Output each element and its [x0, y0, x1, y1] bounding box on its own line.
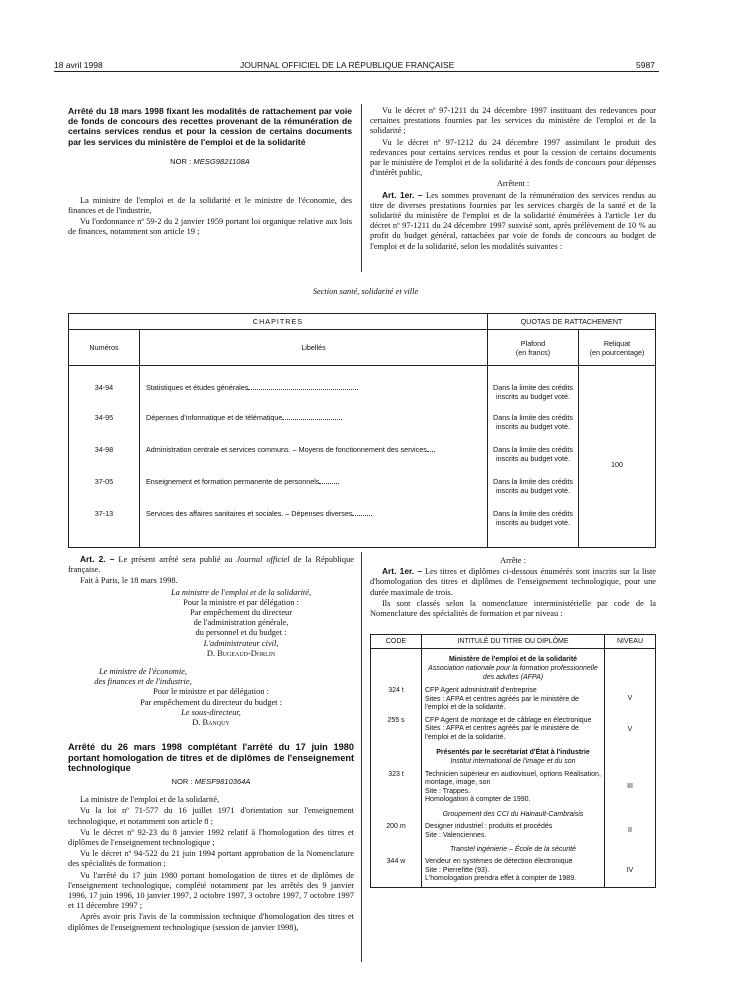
arrete1-arretent: Arrêtent : — [496, 179, 530, 189]
arrete2-art1-label: Art. 1er. – — [382, 566, 422, 577]
fait-a-paris: Fait à Paris, le 18 mars 1998. — [80, 576, 178, 586]
group-industrie: Présentés par le secrétariat d'État à l'industrie — [436, 748, 590, 756]
column-divider-top — [361, 104, 362, 272]
arrete2-para-1: La ministre de l'emploi et de la solidarité, — [80, 795, 220, 805]
table-row: 255 s CFP Agent de montage et de câblage en électronique Sites : AFPA et centres agréés par le ministère de l'emploi et de la solidarité. V — [371, 715, 656, 745]
arrete1-title: Arrêté du 18 mars 1998 fixant les modalités de rattachement par voie de fonds de concours des recettes provenant de la rémunération de certains services rendus et pour la cession de certains documents par les services du ministère de l'emploi et de la solidarité — [68, 106, 352, 147]
table-row: 324 t CFP Agent administratif d'entreprise Sites : AFPA et centres agréés par le ministère de l'emploi et de la solidarité. V — [371, 683, 656, 715]
th-niveau: NIVEAU — [616, 638, 644, 645]
arrete2-title: Arrêté du 26 mars 1998 complétant l'arrêté du 17 juin 1980 portant homologation de titres et de diplômes de l'enseignement technologique — [68, 742, 354, 774]
reliquat-value: 100 — [611, 459, 623, 469]
signature-2-title: Le ministre de l'économie, des finances et de l'industrie, — [94, 667, 192, 687]
th-intitule: INTITULÉ DU TITRE OU DIPLÔME — [422, 635, 605, 649]
header-journal: JOURNAL OFFICIEL DE LA RÉPUBLIQUE FRANÇAISE — [240, 60, 455, 70]
table-row: 34-98 Administration centrale et services communs. – Moyens de fonctionnement des services Dans la limite des crédits inscrits au budget voté. — [69, 444, 656, 476]
th-code: CODE — [371, 635, 422, 649]
table-row: 323 t Technicien supérieur en audiovisuel, options Réalisation, montage, image, son Site : Trappes. Homologation à compter de 1990. III — [371, 767, 656, 807]
table-row: 200 m Designer industriel : produits et procédés Site : Valenciennes. II — [371, 819, 656, 842]
arrete1-para-2: Vu l'ordonnance nº 59-2 du 2 janvier 1959 portant loi organique relative aux lois de finances, notamment son article 19 ; — [68, 217, 352, 237]
th-numeros: Numéros — [69, 330, 140, 366]
th-quotas: QUOTAS DE RATTACHEMENT — [520, 317, 623, 326]
arrete1-para-1: La ministre de l'emploi et de la solidarité et le ministre de l'économie, des finances et de l'industrie, — [68, 195, 352, 216]
table-row: 344 w Vendeur en systèmes de détection électronique Site : Pierrefitte (93). L'homologation prendra effet à compter de 1989. IV — [371, 854, 656, 887]
arrete1-art1-text: Les sommes provenant de la rémunération des services rendus au titre de diverses prestations fournies par les services chargés de la santé et de la solidarité du ministère de l'emploi et de la solidarité énumérées à l'article 1er du décret nº 97-1211 du 24 décembre 1997 susvisé sont, après prélèvement de 10 % au profit du budget général, rattachées par voie de fonds de concours au budget de l'emploi et de la solidarité, selon les modalités suivantes : — [370, 190, 656, 251]
arrete2-para-6: Après avoir pris l'avis de la commission technique d'homologation des titres et diplômes de l'enseignement technologique (session de janvier 1998), — [68, 912, 354, 932]
section-title: Section santé, solidarité et ville — [312, 287, 419, 296]
arrete1-para-4: Vu le décret nº 97-1212 du 24 décembre 1997 assimilant le produit des redevances pour certains services rendus et pour la cession de certains documents par le ministère de l'emploi et de la solidarité à des fonds de concours pour dépenses d'intérêt public, — [370, 137, 656, 178]
art2-label: Art. 2. – — [80, 554, 115, 564]
homologation-table: CODE INTITULÉ DU TITRE OU DIPLÔME NIVEAU Ministère de l'emploi et de la solidarité Association nationale pour la formation professionnelle des adultes (AFPA) 324 t CFP Agent administratif d'entreprise Sites : AFPA et centres agréés par le ministère de l'emploi et de la solidarité. V 255 s CFP Agent de montage et de câblage en électronique Sites : AFPA et centres agréés par le ministère de l'emploi et de la solidarité. V Présentés par le secrétariat d'État à l'industrie Institut international de l'image et du son 323 t Technicien supérieur en audiovisuel, options Réalisation, montage, image, son Site : Trappes. Homologation à compter de 1990. III Groupement des CCI du Hainault-Cambraisis 200 m Designer industriel : produits et procédés Site : Valenciennes. II Transtel ingénierie – École de la sécurité 344 w Vendeur en systèmes de détection électronique Site : Pierrefitte (93). L'homologation prendra effet à compter de 1989. IV — [370, 634, 656, 888]
th-plafond: Plafond (en francs) — [488, 330, 579, 366]
arrete2-para-2: Vu la loi nº 71-577 du 16 juillet 1971 d'orientation sur l'enseignement technologique, et notamment son article 8 ; — [68, 806, 354, 826]
table-row: 34-95 Dépenses d'informatique et de télématique Dans la limite des crédits inscrits au budget voté. — [69, 412, 656, 444]
arrete2-nor: NOR : MESF9810364A — [171, 777, 251, 787]
signature-1: La ministre de l'emploi et de la solidarité, Pour la ministre et par délégation : Par empêchement du directeur de l'administration générale, du personnel et du budget : L'administrateur civil, D. Bugeaud-Dorlin — [170, 587, 312, 658]
header-page-number: 5987 — [636, 60, 655, 70]
arrete2-para-4: Vu le décret nº 94-522 du 21 juin 1994 portant approbation de la Nomenclature des spécialités de formation ; — [68, 849, 354, 869]
table-row: 37-13 Services des affaires sanitaires et sociales. – Dépenses diverses Dans la limite des crédits inscrits au budget voté. — [69, 508, 656, 548]
arrete1-right — [370, 106, 656, 253]
arrete2-right: Arrête : Art. 1er. – Les titres et diplômes ci-dessous énumérés sont inscrits sur la liste d'homologation des titres et diplômes de l'enseignement technologique, pour une durée maximale de trois. Ils sont classés selon la nomenclature interministérielle par code de la Nomenclature des spécialités de formation et par niveau : — [370, 556, 656, 619]
arrete2-para-7: Ils sont classés selon la nomenclature interministérielle par code de la Nomenclature des spécialités de formation et par niveau : — [370, 598, 656, 619]
chapitres-table — [68, 313, 656, 548]
column-divider-bottom — [361, 552, 362, 962]
arrete2-para-3: Vu le décret nº 92-23 du 8 janvier 1992 relatif à l'homologation des titres et diplômes de l'enseignement technologique ; — [68, 827, 354, 848]
header-rule — [54, 71, 659, 72]
arrete1-art1-label: Art. 1er. – — [382, 189, 423, 200]
arrete2-arrete: Arrête : — [500, 556, 526, 565]
arrete1-para-3: Vu le décret nº 97-1211 du 24 décembre 1997 instituant des redevances pour certaines prestations fournies par les services du ministère de l'emploi et de la solidarité ; — [370, 106, 656, 136]
th-reliquat: Reliquat (en pourcentage) — [589, 338, 645, 357]
table-row: 37-05 Enseignement et formation permanente de personnels Dans la limite des crédits inscrits au budget voté. — [69, 476, 656, 508]
arrete1-nor: NOR : MESG9821108A — [170, 156, 250, 166]
th-libelles: Libellés — [140, 330, 488, 366]
signature-2: Pour le ministre et par délégation : Par empêchement du directeur du budget : Le sous-directeur, D. Banquy — [140, 687, 282, 728]
group-transtel: Transtel ingénierie – École de la sécurité — [450, 846, 576, 854]
arrete1-left — [68, 106, 352, 239]
table-row: 34-94 Statistiques et études générales Dans la limite des crédits inscrits au budget voté. 100 — [69, 382, 656, 412]
arrete2-para-5: Vu l'arrêté du 17 juin 1980 portant homologation de titres et de diplômes de l'enseignement technologique, complété notamment par les arrêtés des 9 janvier 1996, 17 juin 1996, 10 janvier 1997, 2 octobre 1997, 3 octobre 1997, 7 octobre 1997 et 11 décembre 1997 ; — [68, 870, 354, 911]
th-chapitres: CHAPITRES — [69, 314, 488, 330]
group-cci: Groupement des CCI du Hainault-Cambraisis — [442, 810, 584, 818]
art2-block: Art. 2. – Le présent arrêté sera publié au Journal officiel de la République française. Fait à Paris, le 18 mars 1998. La ministre de l'emploi et de la solidarité, Pour la ministre et par délégation : Par empêchement du directeur de l'administration générale, du personnel et du budget : L'administrateur civil, D. Bugeaud-Dorlin Le ministre de l'économie, des finances et de l'industrie, Pour le ministre et par délégation : Par empêchement du directeur du budget : Le sous-directeur, D. Banquy Arrêté du 26 mars 1998 complétant l'arrêté du 17 juin 1980 portant homologation de titres et de diplômes de l'enseignement technologique NOR : MESF9810364A La ministre de l'emploi et de la solidarité, Vu la loi nº 71-577 du 16 juillet 1971 d'orientation sur l'enseignement technologique, et notamment son article 8 ; Vu le décret nº 92-23 du 8 janvier 1992 relatif à l'homologation des titres et diplômes de l'enseignement technologique ; Vu le décret nº 94-522 du 21 juin 1994 portant approbation de la Nomenclature des spécialités de formation ; Vu l'arrêté du 17 juin 1980 portant homologation de titres et de diplômes de l'enseignement technologique, complété notamment par les arrêtés des 9 janvier 1996, 17 juin 1996, 10 janvier 1997, 2 octobre 1997, 3 octobre 1997, 7 octobre 1997 et 11 décembre 1997 ; Après avoir pris l'avis de la commission technique d'homologation des titres et diplômes de l'enseignement technologique (session de janvier 1998), — [68, 554, 354, 932]
group-ministere: Ministère de l'emploi et de la solidarité — [448, 656, 578, 663]
header-date: 18 avril 1998 — [54, 60, 103, 70]
